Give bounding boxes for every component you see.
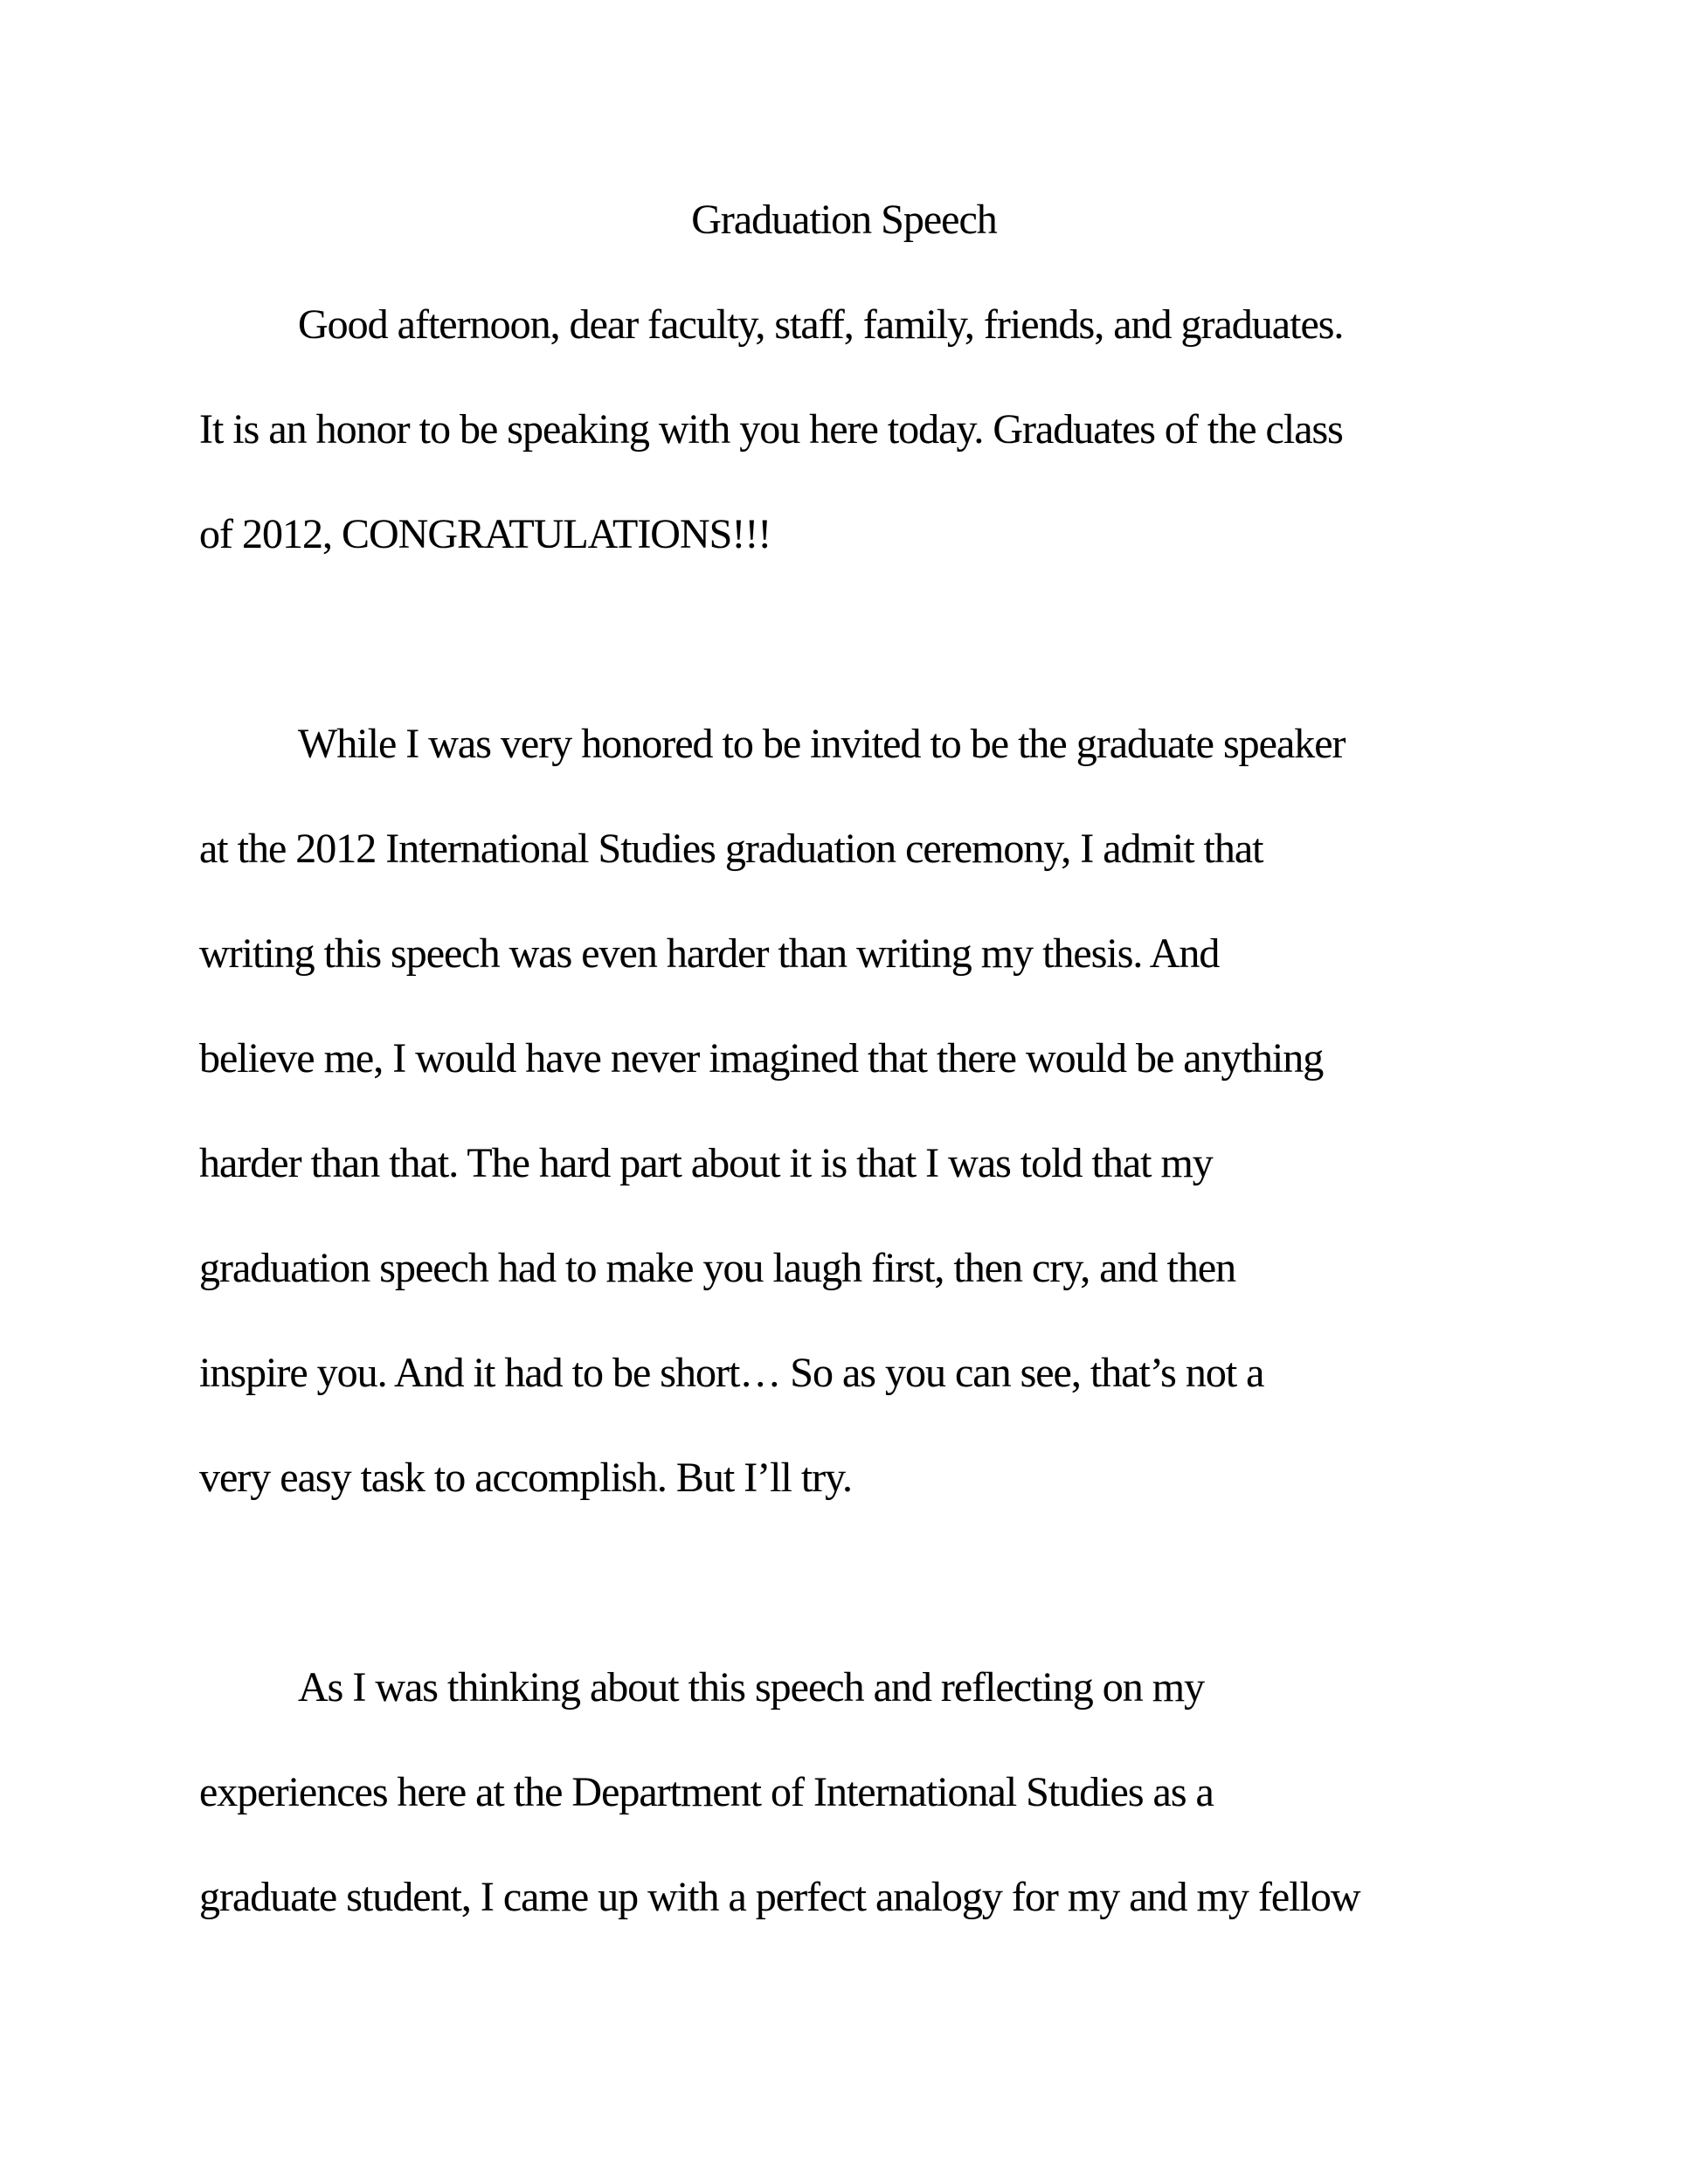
text-line: graduation speech had to make you laugh first, then cry, and then <box>199 1245 1236 1291</box>
text-line: experiences here at the Department of International Studies as a <box>199 1769 1214 1815</box>
text-line: While I was very honored to be invited to be the graduate speaker <box>298 721 1346 767</box>
text-line: As I was thinking about this speech and reflecting on my <box>298 1664 1205 1711</box>
document-content <box>199 168 1489 1950</box>
text-line: It is an honor to be speaking with you here today. Graduates of the class <box>199 406 1343 453</box>
document-title: Graduation Speech <box>691 197 997 243</box>
paragraph-honored <box>199 692 1489 1531</box>
text-line: at the 2012 International Studies graduation ceremony, I admit that <box>199 826 1263 872</box>
text-line: of 2012, CONGRATULATIONS!!! <box>199 511 771 557</box>
text-line: very easy task to accomplish. But I’ll try. <box>199 1455 853 1501</box>
paragraph-analogy <box>199 1635 1489 1950</box>
paragraph-greeting <box>199 273 1489 587</box>
text-line: inspire you. And it had to be short… So as you can see, that’s not a <box>199 1350 1264 1396</box>
text-line: Good afternoon, dear faculty, staff, family, friends, and graduates. <box>298 301 1344 348</box>
text-line: believe me, I would have never imagined that there would be anything <box>199 1035 1324 1082</box>
text-line: writing this speech was even harder than writing my thesis. And <box>199 930 1220 977</box>
text-line: graduate student, I came up with a perfect analogy for my and my fellow <box>199 1874 1360 1920</box>
text-line: harder than that. The hard part about it is that I was told that my <box>199 1140 1213 1186</box>
